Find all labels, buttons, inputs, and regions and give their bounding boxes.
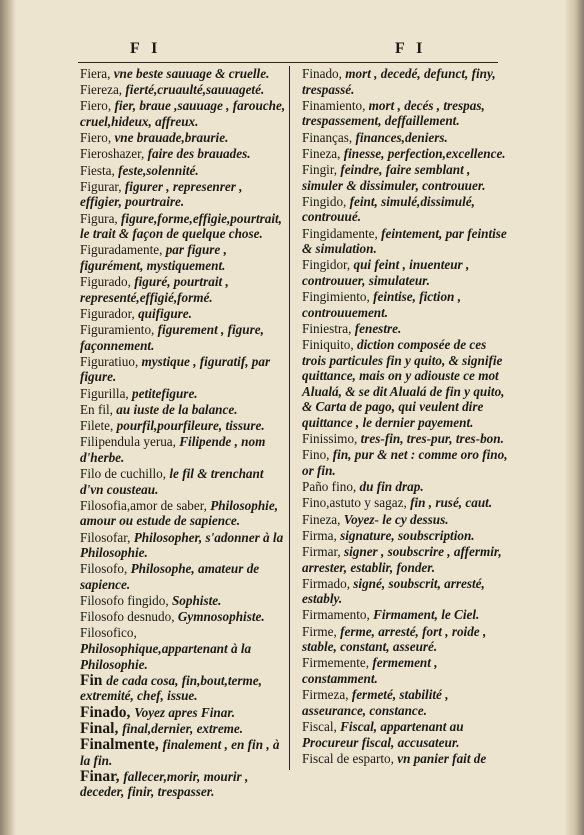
- entry-headword: Figura,: [80, 210, 122, 226]
- entry-definition: feindre, faire semblant , simuler & dissimuler, controuuer.: [302, 161, 486, 193]
- dictionary-entry: [302, 544, 508, 575]
- entry-definition: finances,deniers.: [355, 129, 448, 145]
- entry-headword: Fingimiento,: [302, 289, 374, 305]
- entry-definition: vne beste sauuage & cruelle.: [113, 66, 270, 81]
- dictionary-entry: [80, 242, 287, 273]
- entry-headword: Figuradamente,: [80, 242, 166, 258]
- dictionary-entry: [302, 321, 508, 337]
- entry-headword: Fiera,: [80, 66, 114, 81]
- entry-headword: Filosofar,: [80, 529, 134, 545]
- entry-definition: final,dernier, extreme.: [122, 720, 244, 736]
- dictionary-entry: [80, 322, 287, 353]
- entry-headword: Fineza,: [302, 145, 344, 161]
- entry-headword: Fin: [80, 671, 107, 689]
- dictionary-entry: [302, 130, 508, 146]
- dictionary-entry: [80, 466, 287, 497]
- dictionary-entry: [302, 479, 508, 495]
- dictionary-entry: [302, 655, 508, 686]
- entry-headword: Finissimo,: [302, 431, 361, 447]
- column-divider: [289, 66, 290, 770]
- entry-definition: mort , decedé, defunct, finy, trespassé.: [302, 66, 496, 97]
- entry-definition: Gymnosophiste.: [177, 609, 265, 625]
- entry-headword: Final,: [80, 719, 123, 737]
- dictionary-entry: [80, 609, 287, 625]
- entry-definition: Sophiste.: [171, 593, 222, 609]
- page-edge-shadow: [566, 0, 584, 835]
- dictionary-entry: [80, 561, 287, 592]
- entry-headword: Finiestra,: [302, 320, 355, 336]
- dictionary-entry: [302, 576, 508, 607]
- entry-headword: Filo de cuchillo,: [80, 465, 170, 481]
- running-header: [80, 40, 500, 60]
- dictionary-entry: [302, 719, 508, 750]
- entry-headword: Firmemente,: [302, 655, 373, 671]
- entry-definition: tres-fin, tres-pur, tres-bon.: [360, 431, 504, 447]
- entry-headword: Fingidamente,: [302, 225, 382, 241]
- dictionary-entry: [80, 82, 287, 98]
- entry-definition: Filipende , nom d'herbe.: [80, 434, 266, 465]
- entry-definition: qui feint , inuenteur , controuuer, simulateur.: [302, 257, 470, 288]
- entry-definition: au iuste de la balance.: [116, 401, 238, 417]
- entry-headword: Filosofia,amor de saber,: [80, 497, 211, 513]
- left-column: [80, 66, 287, 801]
- entry-definition: vn panier fait de: [397, 750, 487, 766]
- dictionary-entry: [302, 495, 508, 511]
- entry-definition: fin , rusé, caut.: [410, 495, 493, 511]
- dictionary-entry: [302, 751, 508, 767]
- entry-definition: diction composée de ces trois particules fin y quito, & signifie quittance, mais on y adiouste ce mot Alualá, & se dit Alualá de fin y quito, & Carta de pago, qui veulent dire quittance , le dernier payement.: [302, 337, 505, 430]
- dictionary-entry: [80, 434, 287, 465]
- entry-headword: Figurador,: [80, 305, 139, 321]
- entry-headword: Filipendula yerua,: [80, 434, 180, 450]
- dictionary-entry: [302, 162, 508, 193]
- dictionary-entry: [80, 418, 287, 434]
- entry-definition: ferme, arresté, fort , roide , stable, constant, asseuré.: [302, 623, 487, 655]
- entry-headword: Finado,: [302, 66, 346, 81]
- entry-headword: Finado,: [80, 703, 135, 721]
- entry-headword: Filosofo fingido,: [80, 593, 172, 609]
- entry-headword: Filosofo desnudo,: [80, 609, 178, 625]
- entry-headword: Figurar,: [80, 178, 125, 194]
- entry-definition: fermeté, stabilité , asseurance, constance.: [302, 687, 449, 718]
- dictionary-entry: [80, 769, 287, 800]
- entry-headword: Figurilla,: [80, 385, 133, 401]
- entry-definition: fier, braue ,sauuage , farouche, cruel,hideux, affreux.: [80, 98, 286, 129]
- entry-definition: Voyez- le cy dessus.: [343, 511, 449, 527]
- entry-headword: Fiero,: [80, 130, 115, 146]
- right-column: [302, 66, 508, 767]
- entry-headword: Finar,: [80, 767, 124, 785]
- dictionary-entry: [302, 257, 508, 288]
- dictionary-entry: [80, 737, 287, 768]
- entry-headword: Filosofico,: [80, 625, 137, 641]
- dictionary-entry: [80, 211, 287, 242]
- entry-headword: Firmeza,: [302, 687, 352, 703]
- entry-definition: Philosophie, amour ou estude de sapience.: [80, 497, 278, 529]
- entry-definition: feint, simulé,dissimulé, controuué.: [302, 193, 475, 225]
- dictionary-entry: [80, 130, 287, 146]
- dictionary-entry: [302, 431, 508, 447]
- entry-headword: Figurado,: [80, 274, 135, 290]
- entry-definition: finalement , en fin , à la fin.: [80, 736, 280, 768]
- dictionary-entry: [80, 673, 287, 704]
- entry-definition: de cada cosa, fin,bout,terme, extremité, chef, issue.: [80, 672, 262, 704]
- entry-headword: Finalmente,: [80, 735, 163, 753]
- entry-headword: Fiesta,: [80, 162, 119, 178]
- entry-definition: feintement, par feintise & simulation.: [302, 225, 507, 257]
- entry-definition: figuré, pourtrait , representé,effigié,formé.: [80, 274, 229, 305]
- entry-definition: signé, soubscrit, arresté, estably.: [302, 575, 485, 607]
- entry-headword: Fiscal,: [302, 719, 341, 734]
- dictionary-entry: [80, 402, 287, 418]
- entry-definition: fenestre.: [354, 320, 402, 336]
- dictionary-entry: [80, 354, 287, 385]
- dictionary-entry: [80, 146, 287, 162]
- entry-headword: Firma,: [302, 527, 341, 543]
- dictionary-entry: [302, 528, 508, 544]
- entry-definition: mort , decés , trespas, trespassement, deffaillement.: [302, 97, 485, 129]
- dictionary-entry: [80, 593, 287, 609]
- entry-definition: fin, pur & net : comme oro fino, or fin.: [302, 447, 508, 478]
- entry-definition: figurer , represenrer , effigier, pourtraire.: [80, 178, 243, 210]
- entry-headword: Fiero,: [80, 98, 115, 114]
- entry-definition: Philosophique,appartenant à la Philosophie.: [80, 641, 252, 672]
- dictionary-entry: [80, 179, 287, 210]
- dictionary-entry: [302, 226, 508, 257]
- entry-headword: Firmado,: [302, 575, 354, 591]
- dictionary-entry: [302, 146, 508, 162]
- dictionary-entry: [80, 306, 287, 322]
- dictionary-entry: [80, 530, 287, 561]
- entry-headword: Fingido,: [302, 193, 350, 209]
- entry-definition: signer , soubscrire , affermir, arrester, establir, fonder.: [302, 543, 502, 575]
- header-right: F I: [395, 40, 427, 57]
- dictionary-entry: [80, 721, 287, 737]
- dictionary-entry: [302, 66, 508, 97]
- dictionary-entry: [302, 512, 508, 528]
- entry-definition: pourfil,pourfileure, tissure.: [116, 417, 265, 433]
- dictionary-entry: [80, 498, 287, 529]
- dictionary-entry: [302, 98, 508, 129]
- dictionary-entry: [80, 386, 287, 402]
- entry-definition: Fiscal, appartenant au Procureur fiscal, accusateur.: [302, 719, 464, 750]
- entry-headword: Fineza,: [302, 511, 344, 527]
- dictionary-entry: [80, 163, 287, 179]
- entry-definition: du fin drap.: [359, 479, 424, 495]
- entry-headword: Firmamento,: [302, 607, 374, 623]
- entry-headword: Filete,: [80, 417, 117, 433]
- dictionary-entry: [302, 337, 508, 431]
- entry-headword: Figuramiento,: [80, 322, 158, 338]
- dictionary-entry: [302, 687, 508, 718]
- page-gutter-shadow: [0, 0, 16, 835]
- entry-headword: Fiereza,: [80, 82, 126, 98]
- entry-headword: Finiquito,: [302, 337, 357, 353]
- entry-definition: par figure , figurément, mystiquement.: [80, 242, 227, 273]
- dictionary-entry: [80, 66, 287, 82]
- entry-definition: mystique , figuratif, par figure.: [80, 353, 271, 385]
- dictionary-entry: [302, 289, 508, 320]
- entry-headword: Paño fino,: [302, 479, 360, 495]
- entry-definition: fermement , constamment.: [302, 655, 438, 687]
- entry-headword: Fingidor,: [302, 257, 354, 273]
- entry-definition: petitefigure.: [132, 385, 198, 401]
- entry-headword: Finanças,: [302, 129, 356, 145]
- dictionary-entry: [302, 624, 508, 655]
- dictionary-entry: [302, 194, 508, 225]
- entry-headword: Fingir,: [302, 161, 341, 177]
- entry-definition: fallecer,morir, mourir , deceder, finir, trespasser.: [80, 768, 249, 800]
- dictionary-entry: [80, 274, 287, 305]
- entry-definition: vne brauade,braurie.: [114, 130, 229, 146]
- entry-headword: Filosofo,: [80, 561, 131, 577]
- dictionary-entry: [302, 447, 508, 478]
- entry-definition: Firmament, le Ciel.: [373, 607, 480, 623]
- entry-definition: Voyez apres Finar.: [134, 704, 236, 720]
- entry-headword: Figuratiuo,: [80, 353, 142, 369]
- entry-definition: feste,solennité.: [118, 162, 199, 178]
- entry-headword: Finamiento,: [302, 97, 369, 113]
- dictionary-entry: [302, 607, 508, 623]
- entry-definition: fierté,cruaulté,sauuageté.: [125, 82, 265, 98]
- entry-headword: Firme,: [302, 623, 341, 639]
- entry-headword: Fino,astuto y sagaz,: [302, 495, 411, 511]
- entry-definition: le fil & trenchant d'vn cousteau.: [80, 465, 264, 497]
- entry-definition: signature, soubscription.: [340, 527, 475, 543]
- dictionary-entry: [80, 625, 287, 672]
- entry-definition: Philosopher, s'adonner à la Philosophie.: [80, 529, 284, 561]
- entry-headword: Firmar,: [302, 543, 344, 559]
- dictionary-entry: [80, 705, 287, 721]
- entry-definition: feintise, fiction , controuuement.: [302, 289, 461, 320]
- dictionary-entry: [80, 98, 287, 129]
- entry-definition: quifigure.: [138, 305, 192, 321]
- entry-definition: Philosophe, amateur de sapience.: [80, 561, 260, 592]
- entry-headword: Fino,: [302, 447, 333, 463]
- entry-definition: figurement , figure, façonnement.: [80, 322, 264, 353]
- entry-headword: Fiscal de esparto,: [302, 750, 398, 766]
- entry-headword: Fieroshazer,: [80, 146, 148, 162]
- entry-definition: figure,forme,effigie,pourtrait, le trait & façon de quelque chose.: [80, 210, 282, 242]
- entry-definition: finesse, perfection,excellence.: [343, 145, 506, 161]
- header-rule: [78, 62, 498, 63]
- entry-definition: faire des brauades.: [147, 146, 251, 162]
- entry-headword: En fil,: [80, 401, 117, 417]
- header-left: F I: [130, 40, 162, 57]
